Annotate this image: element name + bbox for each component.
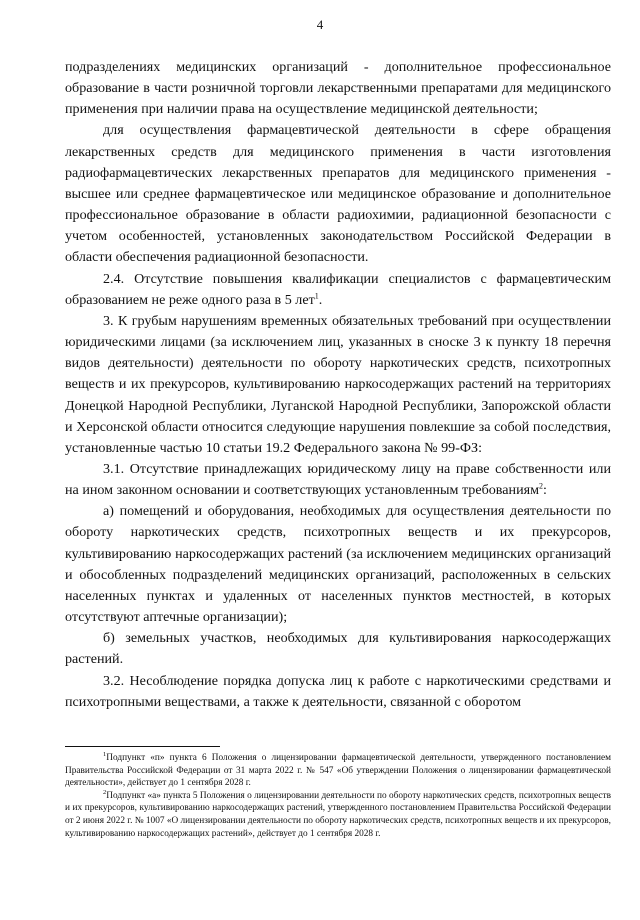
footnote-1-text: Подпункт «п» пункта 6 Положения о лицензировании фармацевтической деятельности, утвержденного постановлением Правительства Российской Федерации от 31 марта 2022 г. № 547 «Об утверждении Положения о лицензировании фармацевтической деятельности», действует до 1 сентября 2028 г. bbox=[65, 753, 611, 789]
footnote-separator bbox=[65, 746, 220, 747]
paragraph-1-text: подразделениях медицинских организаций - дополнительное профессиональное образование в части розничной торговли лекарственными препаратами для медицинского применения при наличии права на осуществление медицинской деятельности; bbox=[65, 59, 611, 118]
paragraph-3-1-b-text: б) земельных участков, необходимых для культивирования наркосодержащих растений. bbox=[65, 630, 611, 668]
paragraph-2-text: для осуществления фармацевтической деятельности в сфере обращения лекарственных средств для медицинского применения в части изготовления радиофармацевтических лекарственных препаратов для медицинского применения - высшее или среднее фармацевтическое или медицинское образование и дополнительное профессиональное образование в области радиохимии, радиационной безопасности с учетом особенностей, установленных законодательством Российской Федерации в области обеспечения радиационной безопасности. bbox=[65, 122, 611, 266]
footnote-2-text: Подпункт «а» пункта 5 Положения о лицензировании деятельности по обороту наркотических средств, психотропных веществ и их прекурсоров, культивированию наркосодержащих растений, утвержденного постановлением Правительства Российской Федерации от 2 июня 2022 г. № 1007 «О лицензировании деятельности по обороту наркотических средств, психотропных веществ и их прекурсоров, культивированию наркосодержащих растений», действует до 1 сентября 2028 г. bbox=[65, 790, 612, 839]
paragraph-3-2 bbox=[65, 671, 611, 713]
document-body bbox=[65, 57, 611, 713]
paragraph-3-1-text: 3.1. Отсутствие принадлежащих юридическому лицу на праве собственности или на ином законном основании и соответствующих установленным требованиям bbox=[65, 460, 611, 499]
footnote-2 bbox=[65, 790, 611, 840]
footnote-ref-2: 2 bbox=[539, 481, 544, 491]
paragraph-3-1-a bbox=[65, 501, 611, 628]
paragraph-3-1 bbox=[65, 459, 611, 501]
paragraph-1 bbox=[65, 57, 611, 120]
footnote-ref-1: 1 bbox=[314, 291, 319, 301]
paragraph-2-4-text: 2.4. Отсутствие повышения квалификации специалистов с фармацевтическим образованием не реже одного раза в 5 лет bbox=[65, 270, 611, 308]
paragraph-3-1-b bbox=[65, 628, 611, 670]
footnote-1-mark: 1 bbox=[103, 750, 107, 758]
page-number: 4 bbox=[316, 17, 324, 32]
footnote-1 bbox=[65, 752, 611, 790]
paragraph-2-4 bbox=[65, 269, 611, 311]
paragraph-2-4-tail: . bbox=[318, 291, 323, 308]
paragraph-2 bbox=[65, 120, 611, 268]
paragraph-3-1-tail: : bbox=[543, 482, 547, 499]
paragraph-3-text: 3. К грубым нарушениям временных обязательных требований при осуществлении юридическими лицами (за исключением лиц, указанных в сноске 3 к пункту 18 перечня видов деятельности) деятельности по обороту наркотических средств, психотропных веществ и их прекурсоров, культивированию наркосодержащих растений на территориях Донецкой Народной Республики, Луганской Народной Республики, Запорожской области и Херсонской области относится следующие нарушения повлекшие за собой последствия, установленные частью 10 статьи 19.2 Федерального закона № 99-ФЗ: bbox=[65, 312, 611, 456]
footnote-2-mark: 2 bbox=[103, 788, 107, 796]
footnotes bbox=[65, 752, 611, 840]
paragraph-3-1-a-text: а) помещений и оборудования, необходимых для осуществления деятельности по обороту наркотических средств, психотропных веществ и их прекурсоров, культивированию наркосодержащих растений (за исключением медицинских организаций и обособленных подразделений медицинских организаций, расположенных в сельских населенных пунктах и удаленных от населенных пунктов местностей, в которых отсутствуют аптечные организации); bbox=[65, 503, 611, 626]
paragraph-3 bbox=[65, 311, 611, 459]
paragraph-3-2-text: 3.2. Несоблюдение порядка допуска лиц к работе с наркотическими средствами и психотропными веществами, а также к деятельности, связанной с оборотом bbox=[65, 672, 611, 710]
